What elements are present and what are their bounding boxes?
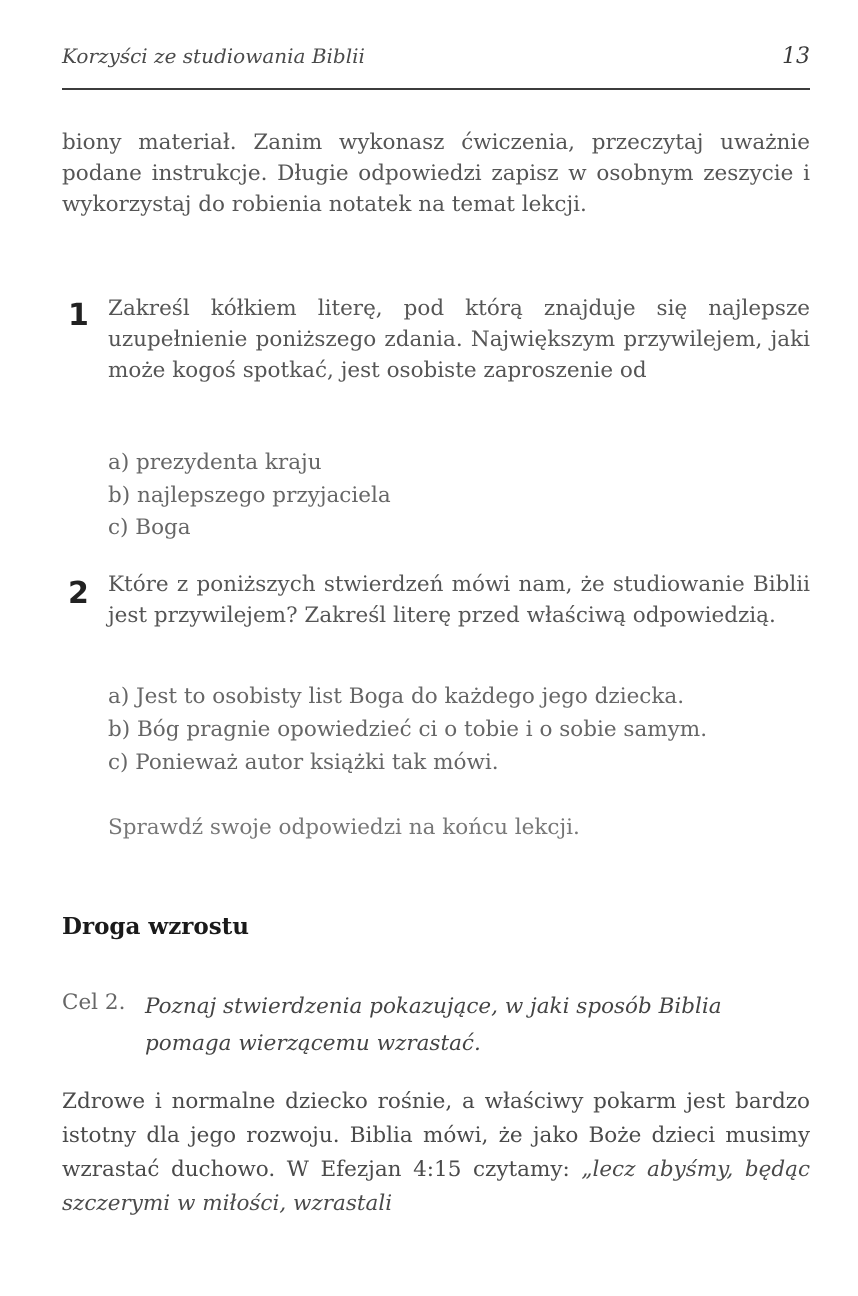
section-heading: Droga wzrostu	[62, 913, 250, 940]
intro-paragraph: biony materiał. Zanim wykonasz ćwiczenia, przeczytaj uważnie podane instrukcje. Długie odpowiedzi zapisz w osobnym zeszycie i wykorzystaj do robienia notatek na temat lekcji.	[62, 130, 810, 217]
body-text: Zdrowe i normalne dziecko rośnie, a właściwy pokarm jest bardzo istotny dla jego rozwoju. Biblia mówi, że jako Boże dzieci musimy wzrastać duchowo. W Efezjan 4:15 czytamy:	[62, 1089, 810, 1182]
question-1-option-a: a) prezydenta kraju	[108, 450, 322, 475]
body-paragraph	[62, 1085, 810, 1221]
page-number: 13	[782, 44, 810, 69]
question-2-option-a: a) Jest to osobisty list Boga do każdego jego dziecka.	[108, 684, 685, 709]
check-answers-note: Sprawdź swoje odpowiedzi na końcu lekcji.	[108, 815, 580, 840]
running-header	[62, 44, 810, 78]
question-2-option-c: c) Ponieważ autor książki tak mówi.	[108, 750, 499, 775]
question-1-option-c: c) Boga	[108, 515, 191, 540]
goal-label: Cel 2.	[62, 990, 126, 1015]
question-2-number: 2	[68, 576, 89, 611]
header-rule	[62, 88, 810, 90]
question-2-option-b: b) Bóg pragnie opowiedzieć ci o tobie i o sobie samym.	[108, 717, 708, 742]
running-title: Korzyści ze studiowania Biblii	[62, 44, 365, 68]
question-1-text: Zakreśl kółkiem literę, pod którą znajduje się najlepsze uzupełnienie poniższego zdania. Największym przywilejem, jaki może kogoś spotkać, jest osobiste zaproszenie od	[108, 296, 810, 383]
question-2-text: Które z poniższych stwierdzeń mówi nam, że studiowanie Biblii jest przywilejem? Zakreśl literę przed właściwą odpowiedzią.	[108, 572, 810, 628]
question-1-number: 1	[68, 298, 89, 333]
question-1-option-b: b) najlepszego przyjaciela	[108, 483, 391, 508]
scripture-quote: „lecz abyśmy, będąc szczerymi w miłości, wzrastali	[62, 1157, 810, 1216]
goal-text: Poznaj stwierdzenia pokazujące, w jaki sposób Biblia pomaga wierzącemu wzrastać.	[145, 994, 722, 1056]
